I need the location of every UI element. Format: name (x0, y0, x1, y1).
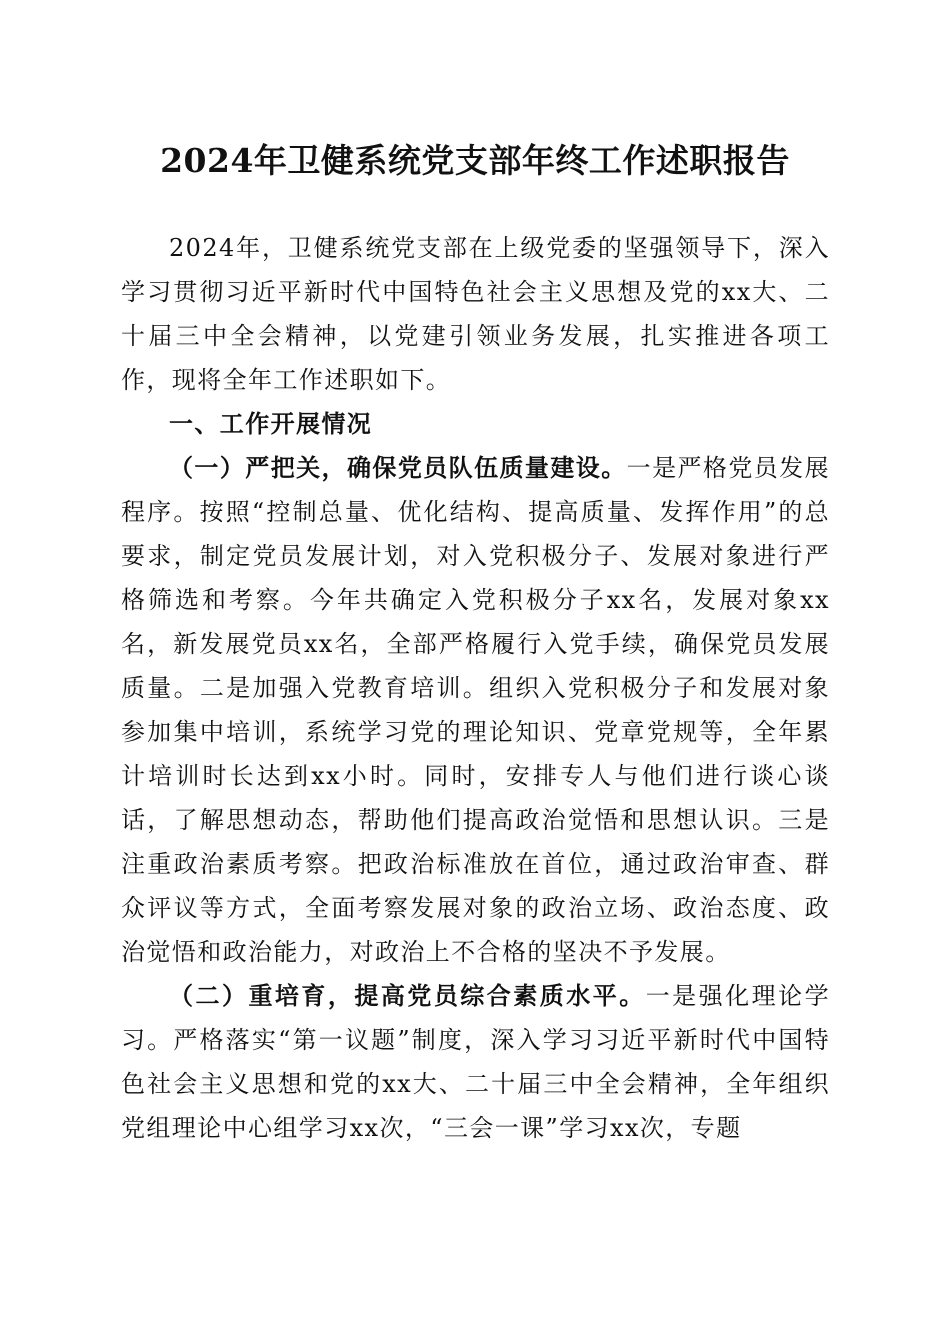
subsection-1-paragraph (121, 446, 830, 974)
subsection-1-heading: （一）严把关，确保党员队伍质量建设。 (169, 453, 627, 482)
subsection-1-body: 一是严格党员发展程序。按照“控制总量、优化结构、提高质量、发挥作用”的总要求，制定党员发展计划，对入党积极分子、发展对象进行严格筛选和考察。今年共确定入党积极分子xx名，发展对象xx名，新发展党员xx名，全部严格履行入党手续，确保党员发展质量。二是加强入党教育培训。组织入党积极分子和发展对象参加集中培训，系统学习党的理论知识、党章党规等，全年累计培训时长达到xx小时。同时，安排专人与他们进行谈心谈话，了解思想动态，帮助他们提高政治觉悟和思想认识。三是注重政治素质考察。把政治标准放在首位，通过政治审查、群众评议等方式，全面考察发展对象的政治立场、政治态度、政治觉悟和政治能力，对政治上不合格的坚决不予发展。 (121, 454, 831, 966)
subsection-2-paragraph (121, 974, 830, 1150)
section-heading-work-status: 一、工作开展情况 (169, 409, 373, 438)
document-body (121, 226, 830, 1150)
intro-paragraph: 2024年，卫健系统党支部在上级党委的坚强领导下，深入学习贯彻习近平新时代中国特色社会主义思想及党的xx大、二十届三中全会精神，以党建引领业务发展，扎实推进各项工作，现将全年工作述职如下。 (121, 234, 830, 394)
document-title: 2024年卫健系统党支部年终工作述职报告 (160, 141, 790, 180)
subsection-2-heading: （二）重培育，提高党员综合素质水平。 (169, 981, 646, 1010)
subsection-2-body: 一是强化理论学习。严格落实“第一议题”制度，深入学习习近平新时代中国特色社会主义思想和党的xx大、二十届三中全会精神，全年组织党组理论中心组学习xx次，“三会一课”学习xx次，专题 (121, 982, 830, 1142)
